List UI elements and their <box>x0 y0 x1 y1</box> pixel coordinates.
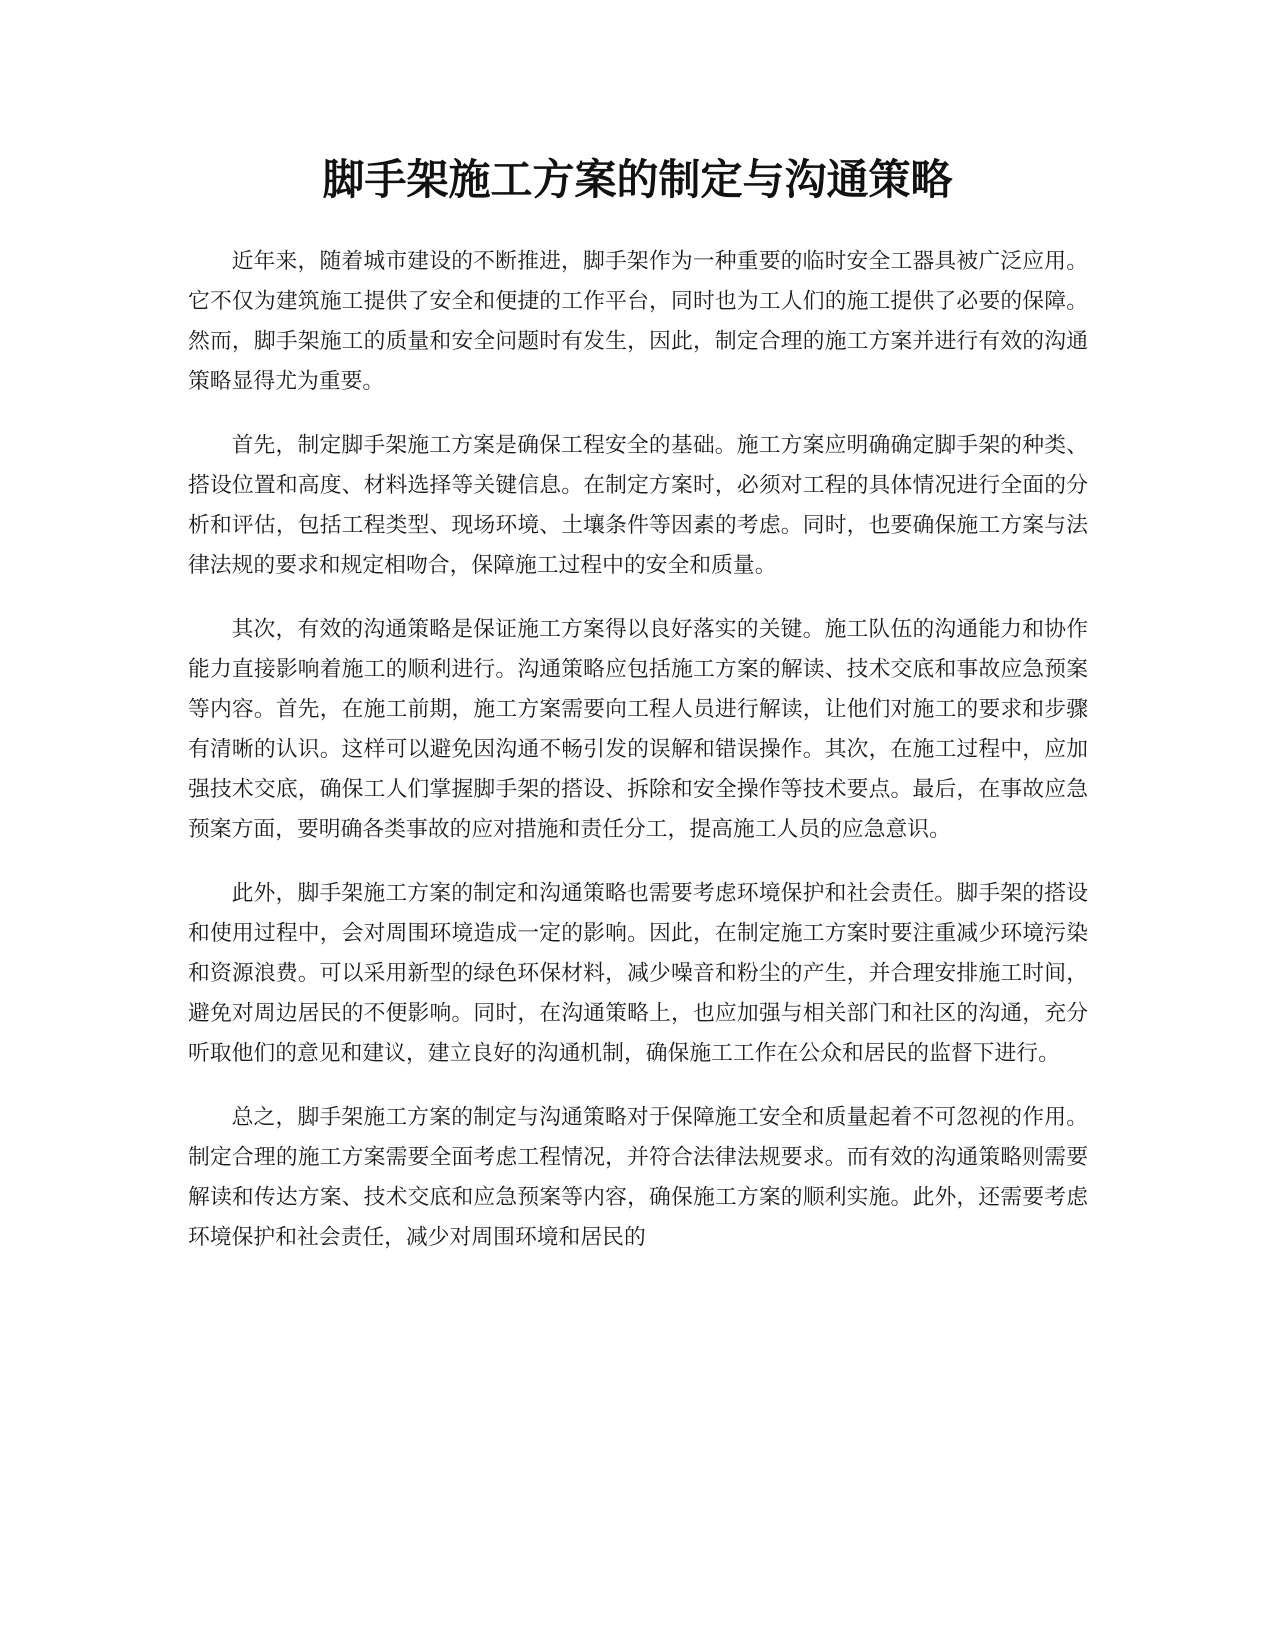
paragraph-summary: 总之，脚手架施工方案的制定与沟通策略对于保障施工安全和质量起着不可忽视的作用。制定合理的施工方案需要全面考虑工程情况，并符合法律法规要求。而有效的沟通策略则需要解读和传达方案、技术交底和应急预案等内容，确保施工方案的顺利实施。此外，还需要考虑环境保护和社会责任，减少对周围环境和居民的 <box>188 1105 1088 1250</box>
paragraph-plan: 首先，制定脚手架施工方案是确保工程安全的基础。施工方案应明确确定脚手架的种类、搭设位置和高度、材料选择等关键信息。在制定方案时，必须对工程的具体情况进行全面的分析和评估，包括工程类型、现场环境、土壤条件等因素的考虑。同时，也要确保施工方案与法律法规的要求和规定相吻合，保障施工过程中的安全和质量。 <box>188 433 1088 578</box>
document-body <box>188 242 1088 1282</box>
paragraph-communication: 其次，有效的沟通策略是保证施工方案得以良好落实的关键。施工队伍的沟通能力和协作能力直接影响着施工的顺利进行。沟通策略应包括施工方案的解读、技术交底和事故应急预案等内容。首先，在施工前期，施工方案需要向工程人员进行解读，让他们对施工的要求和步骤有清晰的认识。这样可以避免因沟通不畅引发的误解和错误操作。其次，在施工过程中，应加强技术交底，确保工人们掌握脚手架的搭设、拆除和安全操作等技术要点。最后，在事故应急预案方面，要明确各类事故的应对措施和责任分工，提高施工人员的应急意识。 <box>188 617 1088 842</box>
page-title: 脚手架施工方案的制定与沟通策略 <box>322 155 953 204</box>
paragraph-environment: 此外，脚手架施工方案的制定和沟通策略也需要考虑环境保护和社会责任。脚手架的搭设和使用过程中，会对周围环境造成一定的影响。因此，在制定施工方案时要注重减少环境污染和资源浪费。可以采用新型的绿色环保材料，减少噪音和粉尘的产生，并合理安排施工时间，避免对周边居民的不便影响。同时，在沟通策略上，也应加强与相关部门和社区的沟通，充分听取他们的意见和建议，建立良好的沟通机制，确保施工工作在公众和居民的监督下进行。 <box>188 881 1088 1066</box>
paragraph-intro: 近年来，随着城市建设的不断推进，脚手架作为一种重要的临时安全工器具被广泛应用。它不仅为建筑施工提供了安全和便捷的工作平台，同时也为工人们的施工提供了必要的保障。然而，脚手架施工的质量和安全问题时有发生，因此，制定合理的施工方案并进行有效的沟通策略显得尤为重要。 <box>188 249 1088 394</box>
